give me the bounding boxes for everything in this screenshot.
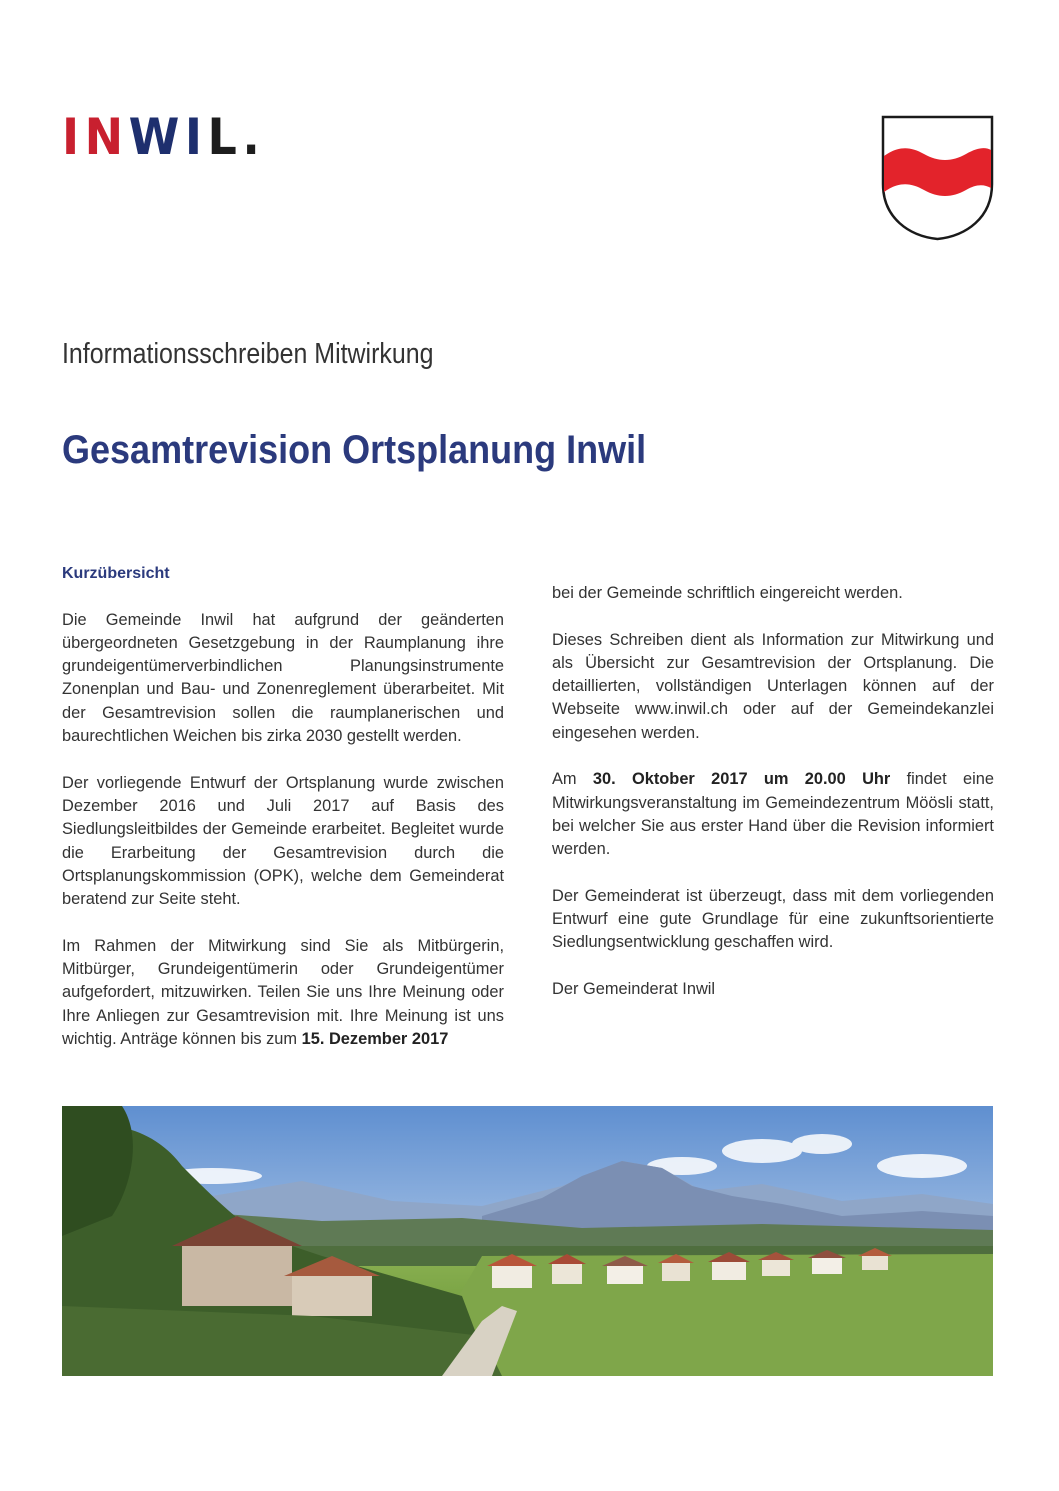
signature: Der Gemeinderat Inwil <box>552 980 716 999</box>
paragraph-submission: bei der Gemeinde schriftlich eingereicht werden. <box>552 584 903 602</box>
inwil-logo <box>62 108 266 166</box>
paragraph-event <box>552 768 994 861</box>
paragraph-participation <box>62 935 504 1051</box>
section-heading: Kurzübersicht <box>62 565 170 582</box>
logo-part-wi: WI <box>128 108 208 166</box>
deadline-date: 15. Dezember 2017 <box>301 1029 449 1048</box>
logo-part-l: L. <box>207 108 266 166</box>
paragraph-conclusion: Der Gemeinderat ist überzeugt, dass mit dem vorliegenden Entwurf eine gute Grundlage für eine zukunftsorientierte Siedlungsentwicklung geschaffen wird. <box>552 886 994 952</box>
event-post: findet eine Mitwirkungsveranstaltung im Gemeindezentrum Möösli statt, bei welcher Sie aus erster Hand über die Revision informiert werden. <box>552 770 994 859</box>
document-subtitle: Informationsschreiben Mitwirkung <box>62 338 434 370</box>
left-column <box>62 562 504 1075</box>
event-date: 30. Oktober 2017 um 20.00 Uhr <box>592 770 891 789</box>
document-title: Gesamtrevision Ortsplanung Inwil <box>62 428 647 472</box>
paragraph-draft: Der vorliegende Entwurf der Ortsplanung wurde zwischen Dezember 2016 und Juli 2017 auf Basis des Siedlungsleitbildes der Gemeinde erarbeitet. Begleitet wurde die Erarbeitung der Gesamtrevision durch die Ortsplanungskommission (OPK), welche dem Gemeinderat beratend zur Seite steht. <box>62 773 504 909</box>
paragraph-intro: Die Gemeinde Inwil hat aufgrund der geänderten übergeordneten Gesetzgebung in der Raumplanung ihre grundeigentümerverbindlichen Planungsinstrumente Zonenplan und Bau- und Zonenreglement überarbeitet. Mit der Gesamtrevision sollen die raumplanerischen und baurechtlichen Weichen bis zirka 2030 gestellt werden. <box>62 610 504 746</box>
event-pre: Am <box>552 770 593 789</box>
participation-text: Im Rahmen der Mitwirkung sind Sie als Mitbürgerin, Mitbürger, Grundeigentümerin oder Grundeigentümer aufgefordert, mitzuwirken. Teilen Sie uns Ihre Meinung oder Ihre Anliegen zur Gesamtrevision mit. Ihre Meinung ist uns wichtig. Anträge können bis zum <box>62 936 504 1048</box>
paragraph-information: Dieses Schreiben dient als Information zur Mitwirkung und als Übersicht zur Gesamtrevision der Ortsplanung. Die detaillierten, vollständigen Unterlagen können auf der Webseite www.inwil.ch oder auf der Gemeindekanzlei eingesehen werden. <box>552 630 994 742</box>
right-column <box>552 582 994 1025</box>
logo-part-in: IN <box>62 108 129 166</box>
landscape-photo <box>62 1106 993 1376</box>
coat-of-arms-icon <box>880 114 996 242</box>
